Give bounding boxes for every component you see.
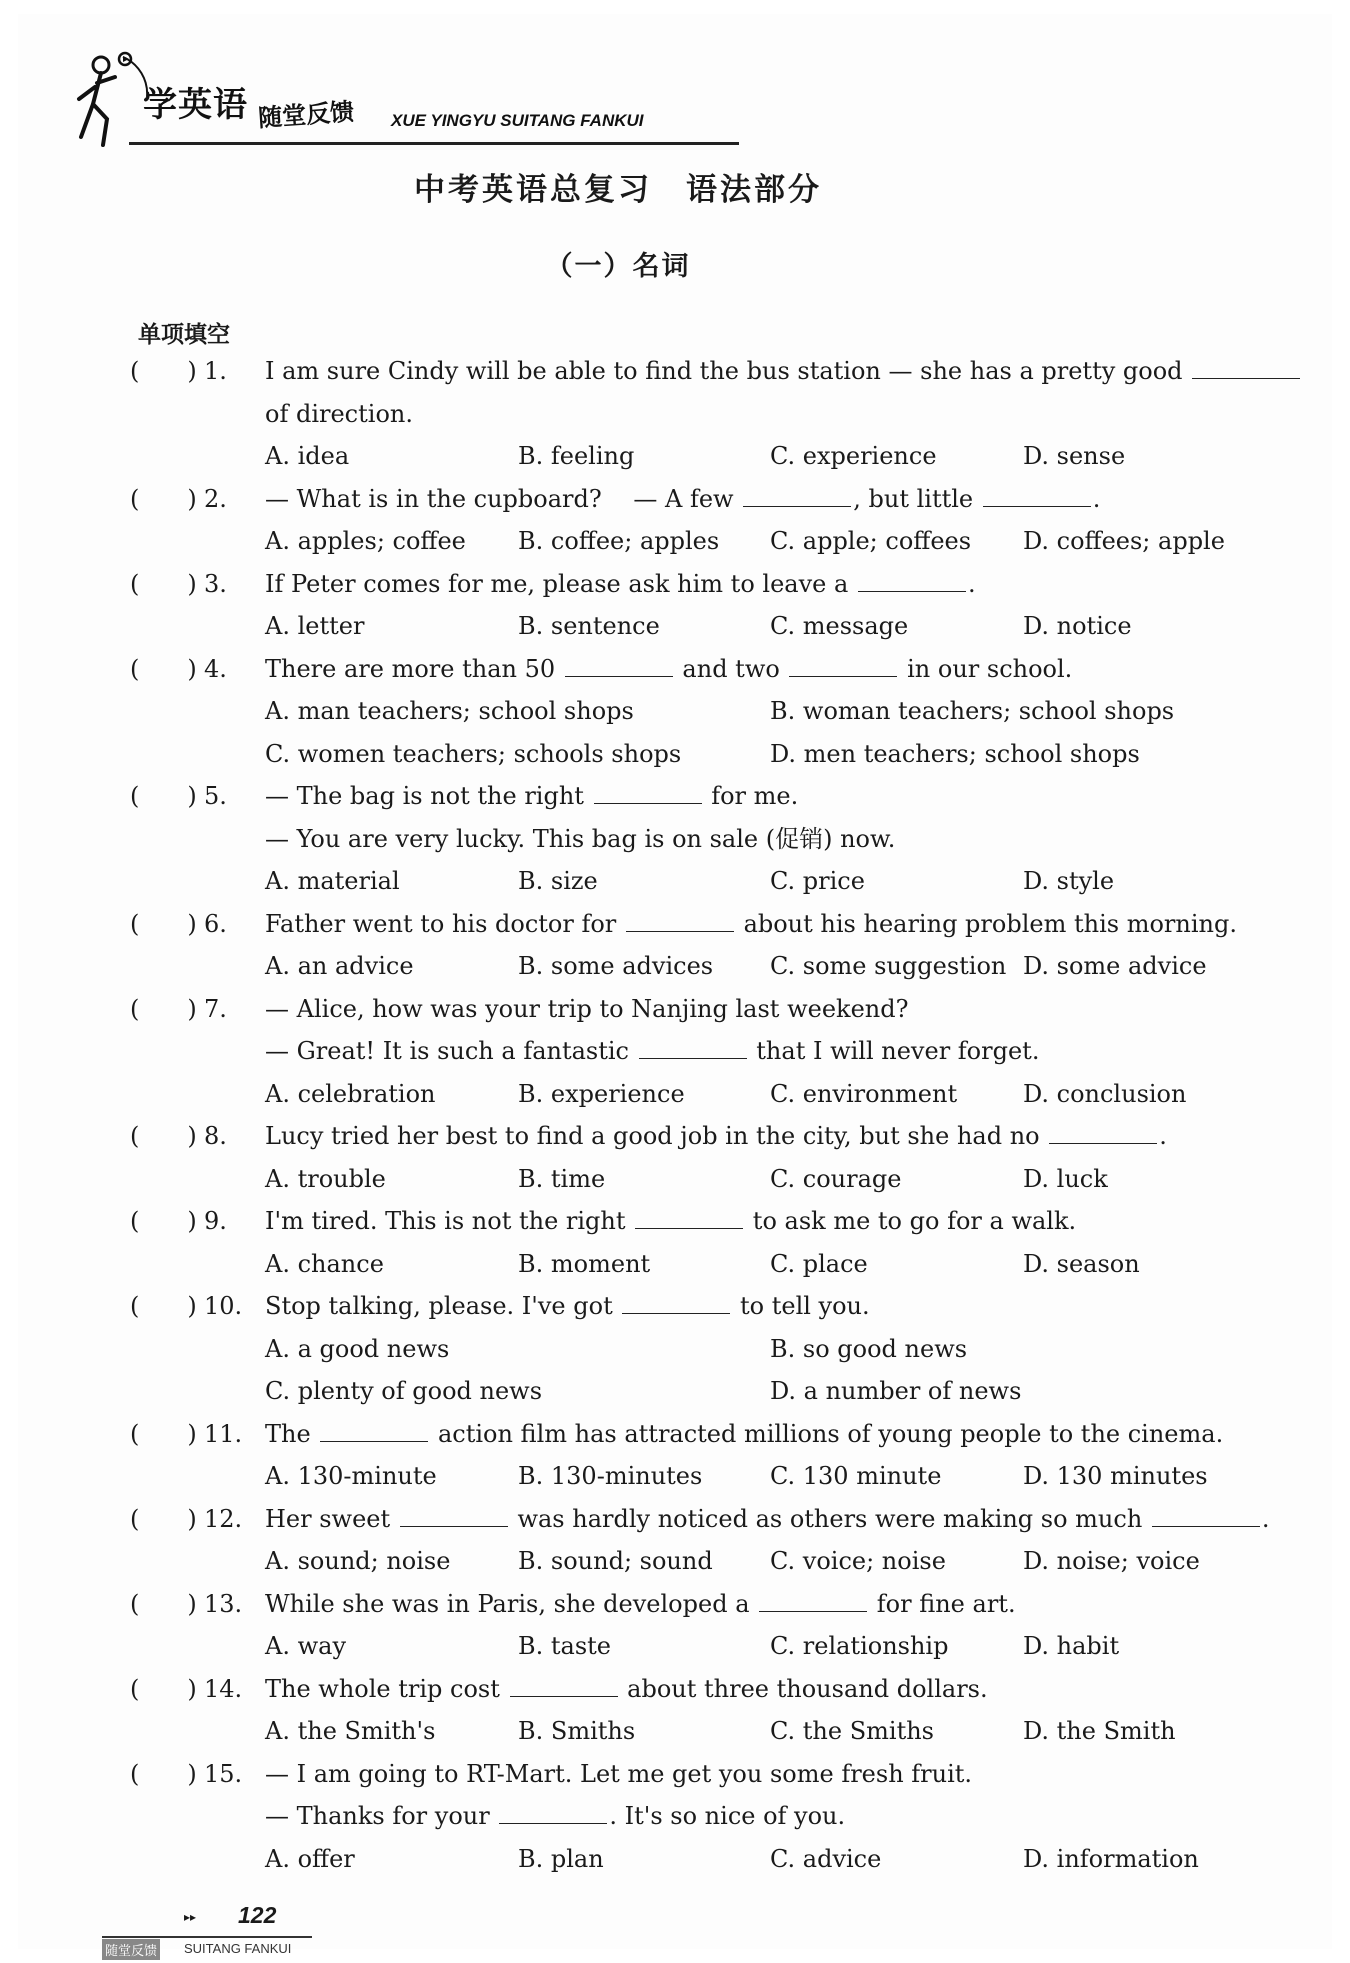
question-8: [130, 1115, 1290, 1158]
answer-paren[interactable]: ( ): [130, 1122, 197, 1150]
question-10: [130, 1285, 1290, 1328]
answer-paren[interactable]: ( ): [130, 909, 197, 938]
option-b[interactable]: B. Smiths: [518, 1717, 636, 1745]
option-a[interactable]: A. material: [265, 867, 400, 895]
question-text: — I am going to RT-Mart. Let me get you some fresh fruit.: [265, 1759, 973, 1788]
option-d[interactable]: D. luck: [1023, 1164, 1108, 1193]
question-number: 1.: [204, 357, 227, 385]
question-text: The action film has attracted millions of young people to the cinema.: [265, 1413, 1223, 1456]
option-a[interactable]: A. the Smith's: [265, 1717, 436, 1745]
question-number: 13.: [204, 1589, 243, 1618]
blank: [789, 650, 897, 677]
question-4: [130, 648, 1290, 691]
question-number: 6.: [204, 909, 227, 938]
question-number: 14.: [204, 1674, 243, 1703]
option-a[interactable]: A. trouble: [265, 1164, 386, 1193]
option-a[interactable]: A. chance: [265, 1249, 384, 1278]
option-c[interactable]: C. voice; noise: [770, 1547, 946, 1575]
question-5: [130, 775, 1290, 818]
question-number: 9.: [204, 1207, 227, 1235]
answer-paren[interactable]: ( ): [130, 484, 197, 513]
options-row: [130, 1243, 1290, 1286]
option-b[interactable]: B. moment: [518, 1249, 651, 1278]
options-row: [130, 1625, 1290, 1668]
answer-paren[interactable]: ( ): [130, 1759, 197, 1788]
option-b[interactable]: B. time: [518, 1164, 606, 1193]
option-b[interactable]: B. 130-minutes: [518, 1462, 703, 1490]
answer-paren[interactable]: ( ): [130, 1207, 197, 1235]
blank: [510, 1670, 618, 1697]
question-number: 15.: [204, 1759, 243, 1788]
question-text-cont: of direction.: [265, 399, 413, 428]
question-7: [130, 988, 1290, 1031]
question-text: Stop talking, please. I've got to tell you.: [265, 1285, 870, 1328]
answer-paren[interactable]: ( ): [130, 1419, 197, 1448]
option-c[interactable]: C. experience: [770, 442, 937, 470]
logo-text: 学英语: [143, 85, 248, 125]
option-b[interactable]: B. some advices: [518, 952, 714, 980]
option-b[interactable]: B. plan: [518, 1844, 604, 1873]
answer-paren[interactable]: ( ): [130, 1674, 197, 1703]
options-row: [130, 520, 1290, 563]
logo-pinyin: XUE YINGYU SUITANG FANKUI: [391, 111, 644, 130]
options-row: [130, 1455, 1290, 1498]
section-title: （一）名词: [545, 251, 691, 282]
question-text: Lucy tried her best to find a good job in the city, but she had no .: [265, 1115, 1167, 1158]
options-row: [130, 1073, 1290, 1116]
option-d[interactable]: D. men teachers; school shops: [770, 739, 1140, 768]
option-d[interactable]: D. notice: [1023, 612, 1132, 640]
question-11: [130, 1413, 1290, 1456]
page-number: 122: [238, 1902, 277, 1928]
option-b[interactable]: B. woman teachers; school shops: [770, 697, 1175, 725]
option-a[interactable]: A. sound; noise: [265, 1547, 451, 1575]
blank: [499, 1797, 607, 1824]
option-a[interactable]: A. 130-minute: [265, 1462, 437, 1490]
option-a[interactable]: A. an advice: [265, 952, 414, 980]
question-3: [130, 563, 1290, 606]
question-number: 3.: [204, 569, 227, 598]
options-row: [130, 1710, 1290, 1753]
options-row: [130, 860, 1290, 903]
question-number: 2.: [204, 484, 227, 513]
question-number: 5.: [204, 782, 227, 810]
footer-tag: 随堂反馈: [102, 1939, 160, 1960]
question-text: The whole trip cost about three thousand dollars.: [265, 1668, 988, 1711]
option-a[interactable]: A. celebration: [265, 1079, 436, 1108]
footer-divider: [102, 1936, 312, 1938]
options-row: [130, 733, 1290, 776]
header: [73, 49, 693, 149]
question-number: 10.: [204, 1292, 243, 1320]
options-row: [130, 1838, 1290, 1881]
question-text: Father went to his doctor for about his hearing problem this morning.: [265, 903, 1237, 946]
page-title: 中考英语总复习 语法部分: [414, 172, 822, 208]
option-a[interactable]: A. way: [265, 1632, 346, 1660]
option-b[interactable]: B. size: [518, 867, 598, 895]
option-c[interactable]: C. advice: [770, 1844, 882, 1873]
option-c[interactable]: C. women teachers; schools shops: [265, 739, 682, 768]
options-row: [130, 435, 1290, 478]
option-c[interactable]: C. some suggestion: [770, 952, 1007, 980]
answer-paren[interactable]: ( ): [130, 1589, 197, 1618]
blank: [565, 650, 673, 677]
option-a[interactable]: A. idea: [265, 442, 350, 470]
blank: [626, 905, 734, 932]
option-a[interactable]: A. offer: [265, 1844, 355, 1873]
option-c[interactable]: C. apple; coffees: [770, 527, 972, 555]
option-d[interactable]: D. some advice: [1023, 952, 1207, 980]
options-row: [130, 690, 1290, 733]
blank: [759, 1585, 867, 1612]
header-divider: [129, 142, 739, 145]
option-c[interactable]: C. the Smiths: [770, 1717, 934, 1745]
arrow-icon: ▸▸: [184, 1910, 197, 1924]
option-d[interactable]: D. conclusion: [1023, 1079, 1187, 1108]
question-text-cont: — Great! It is such a fantastic that I will never forget.: [265, 1030, 1039, 1073]
question-text: Her sweet was hardly noticed as others were making so much .: [265, 1498, 1270, 1541]
answer-paren[interactable]: ( ): [130, 1292, 197, 1320]
option-d[interactable]: D. style: [1023, 867, 1115, 895]
options-row: [130, 1540, 1290, 1583]
option-b[interactable]: B. coffee; apples: [518, 527, 720, 555]
question-13: [130, 1583, 1290, 1626]
question-text: I am sure Cindy will be able to find the bus station — she has a pretty good: [265, 350, 1302, 393]
options-row: [130, 1370, 1290, 1413]
answer-paren[interactable]: ( ): [130, 1504, 197, 1533]
question-number: 8.: [204, 1122, 227, 1150]
options-row: [130, 605, 1290, 648]
option-c[interactable]: C. environment: [770, 1079, 958, 1108]
option-c[interactable]: C. relationship: [770, 1632, 949, 1660]
question-number: 7.: [204, 994, 227, 1023]
option-d[interactable]: D. the Smith: [1023, 1717, 1176, 1745]
blank: [320, 1415, 428, 1442]
option-a[interactable]: A. apples; coffee: [265, 527, 466, 555]
option-d[interactable]: D. coffees; apple: [1023, 527, 1225, 555]
option-c[interactable]: C. plenty of good news: [265, 1377, 543, 1405]
question-text-cont: — Thanks for your . It's so nice of you.: [265, 1795, 845, 1838]
question-text: While she was in Paris, she developed a for fine art.: [265, 1583, 1016, 1626]
options-row: [130, 945, 1290, 988]
option-c[interactable]: C. place: [770, 1249, 868, 1278]
logo-subtext: 随堂反馈: [257, 97, 356, 133]
option-b[interactable]: B. experience: [518, 1079, 685, 1108]
question-9: [130, 1200, 1290, 1243]
blank: [639, 1032, 747, 1059]
option-d[interactable]: D. a number of news: [770, 1377, 1022, 1405]
exercise-type-label: 单项填空: [138, 322, 230, 348]
question-text: — The bag is not the right for me.: [265, 775, 798, 818]
question-number: 4.: [204, 654, 227, 683]
answer-paren[interactable]: ( ): [130, 994, 197, 1023]
blank: [858, 565, 966, 592]
question-text: — Alice, how was your trip to Nanjing last weekend?: [265, 994, 909, 1023]
blank: [622, 1287, 730, 1314]
option-a[interactable]: A. man teachers; school shops: [265, 697, 634, 725]
question-2: [130, 478, 1290, 521]
blank: [635, 1202, 743, 1229]
question-text: There are more than 50 and two in our school.: [265, 648, 1072, 691]
option-b[interactable]: B. sound; sound: [518, 1547, 713, 1575]
option-b[interactable]: B. taste: [518, 1632, 612, 1660]
blank: [743, 480, 851, 507]
question-text: — What is in the cupboard? — A few , but little .: [265, 478, 1100, 521]
question-list: [130, 350, 1290, 1880]
question-14: [130, 1668, 1290, 1711]
footer-pinyin: SUITANG FANKUI: [184, 1941, 292, 1956]
option-d[interactable]: D. 130 minutes: [1023, 1462, 1208, 1490]
blank: [1049, 1117, 1157, 1144]
question-text: If Peter comes for me, please ask him to leave a .: [265, 563, 976, 606]
option-b[interactable]: B. sentence: [518, 612, 660, 640]
answer-paren[interactable]: ( ): [130, 654, 197, 683]
question-15: [130, 1753, 1290, 1796]
option-a[interactable]: A. letter: [265, 612, 365, 640]
blank: [1192, 352, 1300, 379]
page-footer: [102, 1902, 322, 1962]
question-number: 12.: [204, 1504, 243, 1533]
question-1: [130, 350, 1290, 393]
page: [18, 14, 1332, 1959]
question-text-cont: — You are very lucky. This bag is on sale (促销) now.: [265, 824, 896, 853]
options-row: [130, 1158, 1290, 1201]
blank: [594, 777, 702, 804]
answer-paren[interactable]: ( ): [130, 569, 197, 598]
option-b[interactable]: B. feeling: [518, 442, 635, 470]
options-row: [130, 1328, 1290, 1371]
option-c[interactable]: C. price: [770, 867, 865, 895]
blank: [1152, 1500, 1260, 1527]
option-b[interactable]: B. so good news: [770, 1334, 968, 1363]
option-a[interactable]: A. a good news: [265, 1334, 450, 1363]
question-12: [130, 1498, 1290, 1541]
answer-paren[interactable]: ( ): [130, 782, 197, 810]
question-number: 11.: [204, 1419, 243, 1448]
blank: [983, 480, 1091, 507]
option-d[interactable]: D. information: [1023, 1844, 1199, 1873]
option-d[interactable]: D. sense: [1023, 442, 1126, 470]
option-d[interactable]: D. habit: [1023, 1632, 1120, 1660]
question-text: I'm tired. This is not the right to ask me to go for a walk.: [265, 1200, 1076, 1243]
option-c[interactable]: C. courage: [770, 1164, 902, 1193]
blank: [400, 1500, 508, 1527]
runner-logo-icon: [73, 49, 153, 149]
option-c[interactable]: C. 130 minute: [770, 1462, 942, 1490]
option-d[interactable]: D. season: [1023, 1249, 1140, 1278]
answer-paren[interactable]: ( ): [130, 357, 197, 385]
question-6: [130, 903, 1290, 946]
option-d[interactable]: D. noise; voice: [1023, 1547, 1200, 1575]
option-c[interactable]: C. message: [770, 612, 909, 640]
